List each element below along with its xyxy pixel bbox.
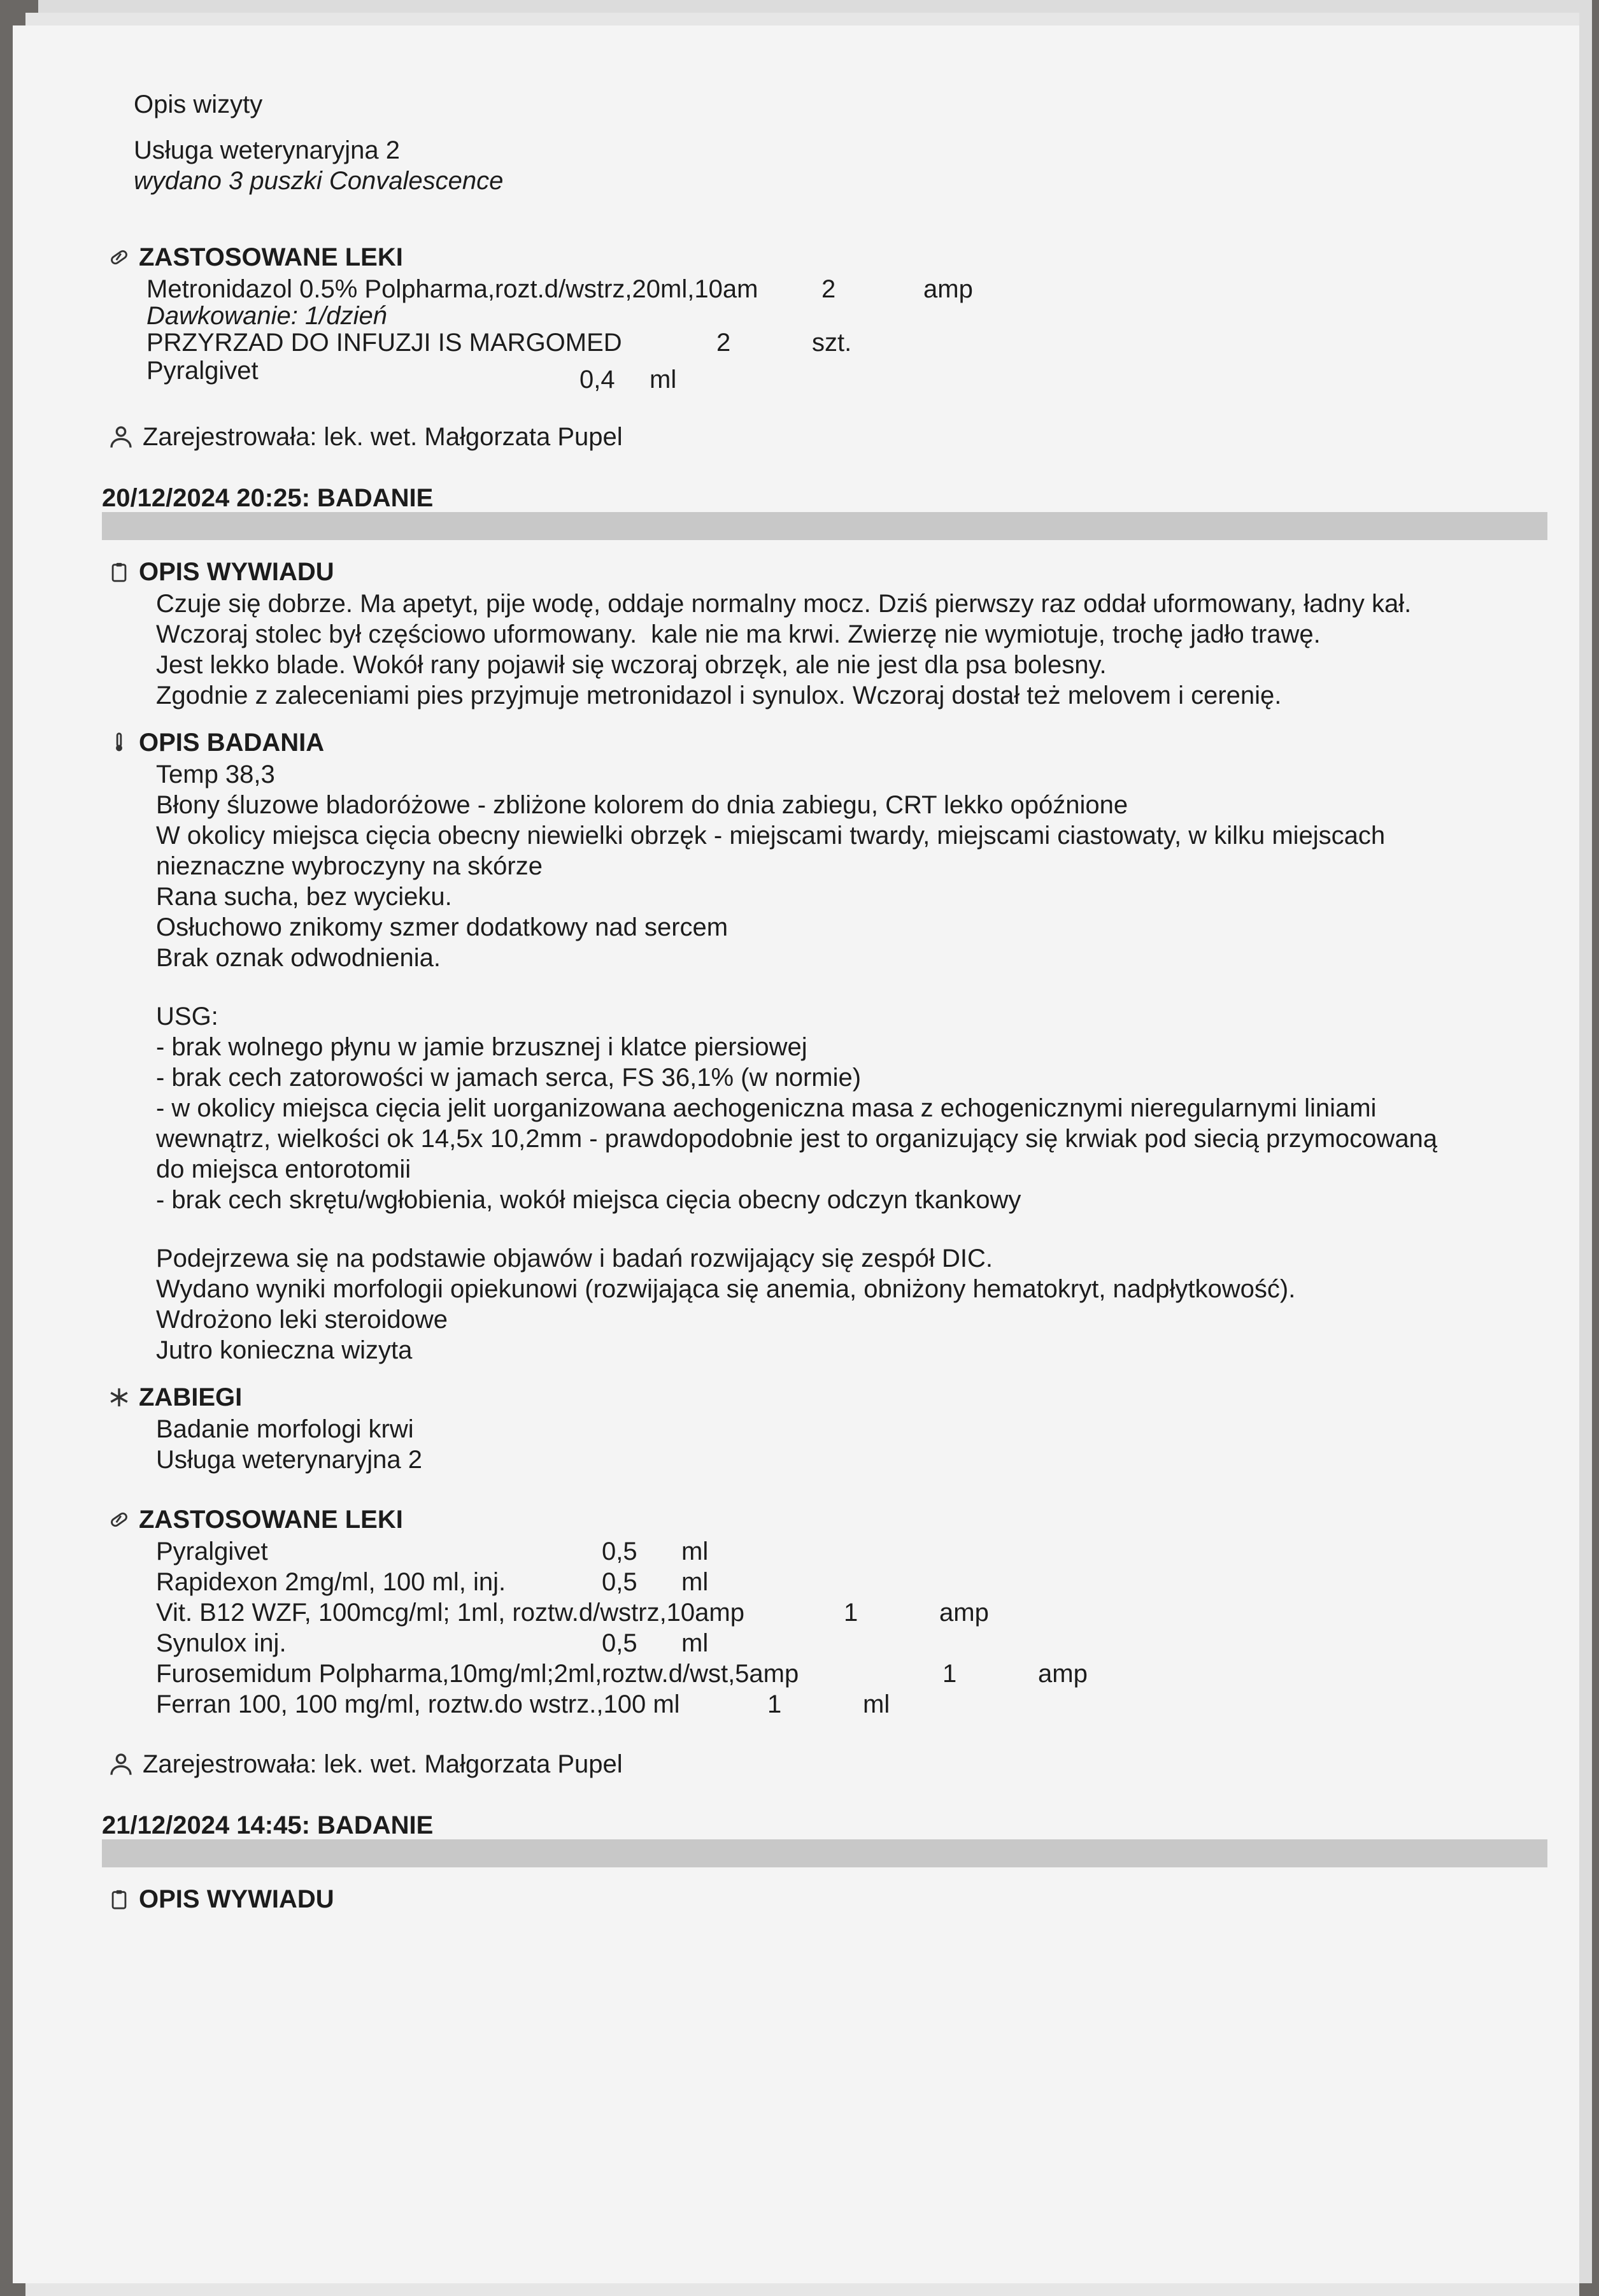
- text-line: Temp 38,3: [156, 760, 275, 788]
- medications-list-2: [156, 1536, 1516, 1720]
- visit-header-band: [102, 481, 1547, 540]
- med-unit: ml: [681, 1629, 709, 1657]
- user-icon: [108, 424, 134, 450]
- med-unit: amp: [923, 275, 973, 303]
- service-line: Usługa weterynaryjna 2: [134, 136, 400, 164]
- medications-list-1: [146, 274, 1516, 392]
- med-unit: ml: [681, 1568, 709, 1596]
- text-line: - w okolicy miejsca cięcia jelit uorganizowana aechogeniczna masa z echogenicznymi nieregularnymi liniami: [156, 1094, 1377, 1122]
- procedure-item: Usługa weterynaryjna 2: [156, 1446, 422, 1474]
- pill-icon: [108, 1509, 130, 1530]
- text-line: Czuje się dobrze. Ma apetyt, pije wodę, oddaje normalny mocz. Dziś pierwszy raz oddał uformowany, ładny kał.: [156, 590, 1412, 618]
- visit-description-heading: Opis wizyty: [134, 90, 263, 118]
- thermometer-icon: [108, 732, 130, 753]
- med-unit: ml: [681, 1537, 709, 1565]
- med-unit: amp: [939, 1599, 989, 1627]
- registered-by-2: [108, 1748, 1516, 1781]
- text-line: Jutro konieczna wizyta: [156, 1336, 413, 1364]
- med-name: Metronidazol 0.5% Polpharma,rozt.d/wstrz,20ml,10am: [146, 275, 758, 303]
- med-name: Rapidexon 2mg/ml, 100 ml, inj.: [156, 1568, 506, 1596]
- text-line: Wdrożono leki steroidowe: [156, 1306, 448, 1334]
- section-title: OPIS WYWIADU: [139, 558, 334, 586]
- section-title: OPIS WYWIADU: [139, 1885, 334, 1913]
- text-line: Podejrzewa się na podstawie objawów i badań rozwijający się zespół DIC.: [156, 1244, 993, 1273]
- med-qty: 2: [821, 275, 836, 303]
- text-line: Błony śluzowe bladoróżowe - zbliżone kolorem do dnia zabiegu, CRT lekko opóźnione: [156, 791, 1128, 819]
- section-title: ZASTOSOWANE LEKI: [139, 243, 403, 271]
- med-name: Synulox inj.: [156, 1629, 287, 1657]
- issued-note: wydano 3 puszki Convalescence: [134, 167, 504, 195]
- med-qty: 0,5: [602, 1629, 637, 1657]
- text-line: nieznaczne wybroczyny na skórze: [156, 852, 543, 880]
- text-line: - brak wolnego płynu w jamie brzusznej i klatce piersiowej: [156, 1033, 807, 1061]
- user-icon: [108, 1751, 134, 1777]
- med-row: [156, 1567, 1516, 1597]
- text-line: - brak cech zatorowości w jamach serca, FS 36,1% (w normie): [156, 1064, 862, 1092]
- visit-header: 21/12/2024 14:45: BADANIE: [102, 1811, 434, 1839]
- section-medications-2: [108, 1503, 1516, 1536]
- med-row: [156, 1628, 1516, 1658]
- interview-text: [156, 588, 1516, 711]
- asterisk-icon: [108, 1387, 130, 1408]
- registered-by-text: Zarejestrowała: lek. wet. Małgorzata Pupel: [143, 1750, 623, 1778]
- procedure-item: Badanie morfologi krwi: [156, 1415, 414, 1443]
- med-qty: 1: [767, 1690, 782, 1718]
- section-title: ZASTOSOWANE LEKI: [139, 1506, 403, 1534]
- pill-icon: [108, 246, 130, 268]
- med-qty: 1: [844, 1599, 858, 1627]
- text-line: Zgodnie z zaleceniami pies przyjmuje metronidazol i synulox. Wczoraj dostał też melovem i cerenię.: [156, 681, 1282, 709]
- registered-by-1: [108, 420, 1516, 453]
- registered-by-text: Zarejestrowała: lek. wet. Małgorzata Pupel: [143, 423, 623, 451]
- text-line: Wczoraj stolec był częściowo uformowany. kale nie ma krwi. Zwierzę nie wymiotuje, trochę jadło trawę.: [156, 620, 1321, 648]
- document-page: [13, 25, 1579, 2283]
- med-qty: 1: [942, 1660, 957, 1688]
- med-qty: 2: [716, 329, 731, 357]
- document-content: [102, 89, 1516, 1916]
- section-interview: [108, 555, 1516, 588]
- clipboard-icon: [108, 1888, 130, 1910]
- text-line: Jest lekko blade. Wokół rany pojawił się wczoraj obrzęk, ale nie jest dla psa bolesny.: [156, 651, 1107, 679]
- section-exam: [108, 726, 1516, 759]
- med-row: [156, 1536, 1516, 1567]
- section-medications-1: [108, 241, 1516, 274]
- med-row: [146, 358, 1516, 392]
- med-name: Furosemidum Polpharma,10mg/ml;2ml,roztw.d/wst,5amp: [156, 1660, 799, 1688]
- section-procedures: [108, 1381, 1516, 1414]
- text-line: wewnątrz, wielkości ok 14,5x 10,2mm - prawdopodobnie jest to organizujący się krwiak pod siecią przymocowaną: [156, 1125, 1438, 1153]
- med-row: [156, 1689, 1516, 1720]
- section-title: ZABIEGI: [139, 1383, 243, 1411]
- clipboard-icon: [108, 561, 130, 583]
- med-name: Ferran 100, 100 mg/ml, roztw.do wstrz.,100 ml: [156, 1690, 680, 1718]
- text-line: Rana sucha, bez wycieku.: [156, 883, 452, 911]
- section-interview-2: [108, 1883, 1516, 1916]
- dosage-note: Dawkowanie: 1/dzień: [146, 302, 387, 330]
- text-line: Wydano wyniki morfologii opiekunowi (rozwijająca się anemia, obniżony hematokryt, nadpłytkowość).: [156, 1275, 1296, 1303]
- visit-header: 20/12/2024 20:25: BADANIE: [102, 484, 434, 512]
- procedures-list: [156, 1414, 1516, 1475]
- visit-header-band: [102, 1809, 1547, 1867]
- section-title: OPIS BADANIA: [139, 729, 325, 757]
- text-line: USG:: [156, 1002, 218, 1030]
- text-line: Osłuchowo znikomy szmer dodatkowy nad sercem: [156, 913, 728, 941]
- med-row: [156, 1597, 1516, 1628]
- med-qty: 0,4: [579, 366, 615, 394]
- med-unit: ml: [863, 1690, 890, 1718]
- med-qty: 0,5: [602, 1568, 637, 1596]
- med-unit: ml: [650, 366, 677, 394]
- med-name: Vit. B12 WZF, 100mcg/ml; 1ml, roztw.d/wstrz,10amp: [156, 1599, 744, 1627]
- med-qty: 0,5: [602, 1537, 637, 1565]
- med-unit: amp: [1038, 1660, 1088, 1688]
- med-unit: szt.: [812, 329, 852, 357]
- exam-text: [156, 759, 1516, 1365]
- med-row: [146, 327, 1516, 358]
- med-name: Pyralgivet: [146, 357, 259, 385]
- text-line: Brak oznak odwodnienia.: [156, 944, 441, 972]
- text-line: do miejsca entorotomii: [156, 1155, 411, 1183]
- med-name: Pyralgivet: [156, 1537, 268, 1565]
- med-row: [156, 1658, 1516, 1689]
- text-line: - brak cech skrętu/wgłobienia, wokół miejsca cięcia obecny odczyn tkankowy: [156, 1186, 1021, 1214]
- text-line: W okolicy miejsca cięcia obecny niewielki obrzęk - miejscami twardy, miejscami ciastowaty, w kilku miejscach: [156, 822, 1386, 850]
- med-name: PRZYRZAD DO INFUZJI IS MARGOMED: [146, 329, 622, 357]
- med-row: [146, 274, 1516, 304]
